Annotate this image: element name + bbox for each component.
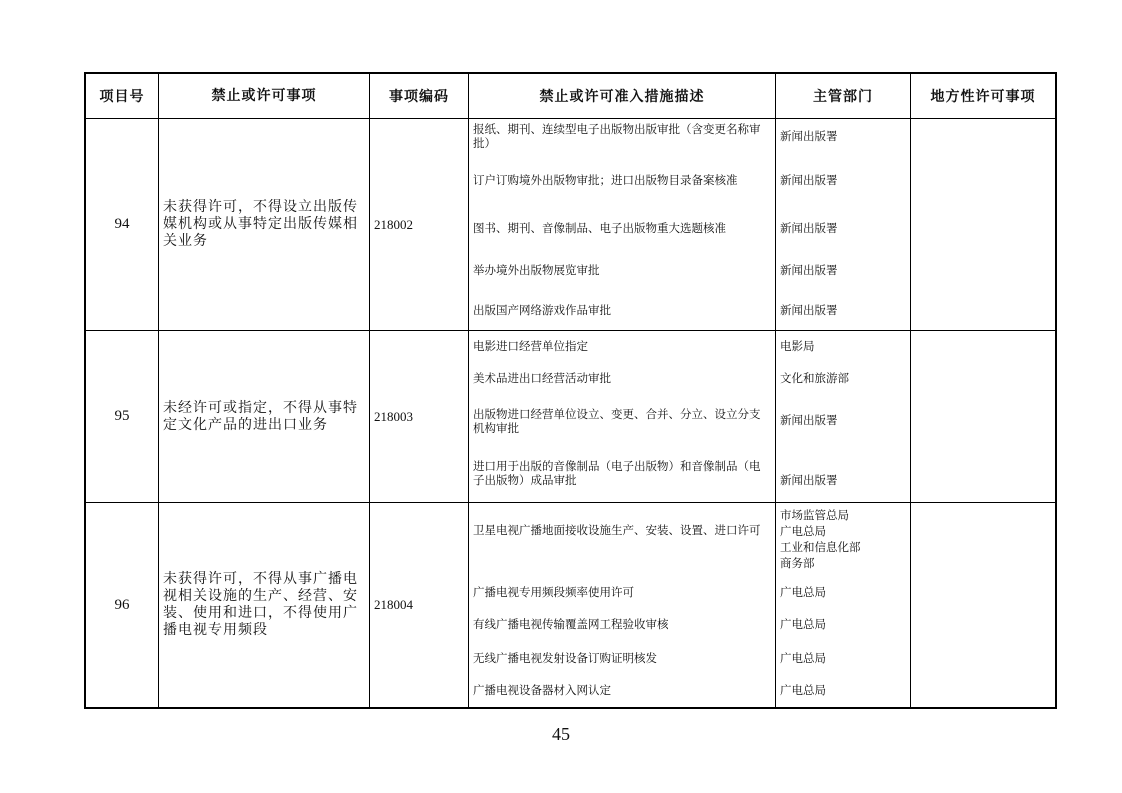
measure-desc: 广播电视专用频段频率使用许可: [473, 585, 634, 599]
permit-table: [84, 72, 1057, 709]
header-department: 主管部门: [776, 73, 911, 119]
measure-dept: 新闻出版署: [780, 263, 838, 277]
row-departments: [776, 331, 911, 503]
row-code: 218002: [370, 119, 469, 331]
row-local-permit: [911, 331, 1057, 503]
measure-dept: 新闻出版署: [780, 303, 838, 317]
measure-desc: 电影进口经营单位指定: [473, 339, 588, 353]
measure-desc: 卫星电视广播地面接收设施生产、安装、设置、进口许可: [473, 523, 761, 537]
measure-desc: 广播电视设备器材入网认定: [473, 683, 611, 697]
row-number: 94: [85, 119, 159, 331]
row-number: 95: [85, 331, 159, 503]
table-header-row: [85, 73, 1056, 119]
measure-dept: 电影局: [780, 339, 815, 353]
page-number: 45: [552, 724, 570, 744]
header-code: 事项编码: [370, 73, 469, 119]
measure-dept: 新闻出版署: [780, 173, 838, 187]
row-matter: 未获得许可，不得从事广播电视相关设施的生产、经营、安装、使用和进口，不得使用广播电视专用频段: [159, 503, 370, 709]
measure-dept: 新闻出版署: [780, 473, 838, 487]
table-row: [85, 331, 1056, 503]
measure-dept: 广电总局: [780, 651, 826, 665]
measure-desc: 美术品进出口经营活动审批: [473, 371, 611, 385]
header-matter: 禁止或许可事项: [159, 73, 370, 119]
row-measures: [469, 331, 776, 503]
measure-desc: 报纸、期刊、连续型电子出版物出版审批（含变更名称审批）: [473, 122, 761, 150]
header-measure-desc: 禁止或许可准入措施描述: [469, 73, 776, 119]
row-number: 96: [85, 503, 159, 709]
row-measures: [469, 503, 776, 709]
measure-desc: 出版国产网络游戏作品审批: [473, 303, 611, 317]
measure-dept: 新闻出版署: [780, 129, 838, 143]
measure-dept: 文化和旅游部: [780, 371, 849, 385]
measure-dept: 广电总局: [780, 585, 826, 599]
table-row: [85, 503, 1056, 709]
measure-dept: 新闻出版署: [780, 413, 838, 427]
row-matter: 未获得许可，不得设立出版传媒机构或从事特定出版传媒相关业务: [159, 119, 370, 331]
row-local-permit: [911, 503, 1057, 709]
measure-dept: 广电总局: [780, 617, 826, 631]
row-departments: [776, 119, 911, 331]
measure-desc: 出版物进口经营单位设立、变更、合并、分立、设立分支机构审批: [473, 407, 761, 435]
measure-desc: 举办境外出版物展览审批: [473, 263, 600, 277]
measure-desc: 进口用于出版的音像制品（电子出版物）和音像制品（电子出版物）成品审批: [473, 459, 761, 487]
row-code: 218003: [370, 331, 469, 503]
measure-desc: 订户订购境外出版物审批；进口出版物目录备案核准: [473, 173, 738, 187]
row-matter: 未经许可或指定，不得从事特定文化产品的进出口业务: [159, 331, 370, 503]
row-local-permit: [911, 119, 1057, 331]
row-departments: [776, 503, 911, 709]
measure-desc: 图书、期刊、音像制品、电子出版物重大选题核准: [473, 221, 726, 235]
measure-dept: 广电总局: [780, 683, 826, 697]
header-item-number: 项目号: [85, 73, 159, 119]
header-local-permit: 地方性许可事项: [911, 73, 1057, 119]
table-row: [85, 119, 1056, 331]
measure-desc: 无线广播电视发射设备订购证明核发: [473, 651, 657, 665]
row-measures: [469, 119, 776, 331]
measure-dept: 新闻出版署: [780, 221, 838, 235]
row-code: 218004: [370, 503, 469, 709]
measure-desc: 有线广播电视传输覆盖网工程验收审核: [473, 617, 669, 631]
measure-dept: 市场监管总局 广电总局 工业和信息化部 商务部: [780, 508, 861, 570]
